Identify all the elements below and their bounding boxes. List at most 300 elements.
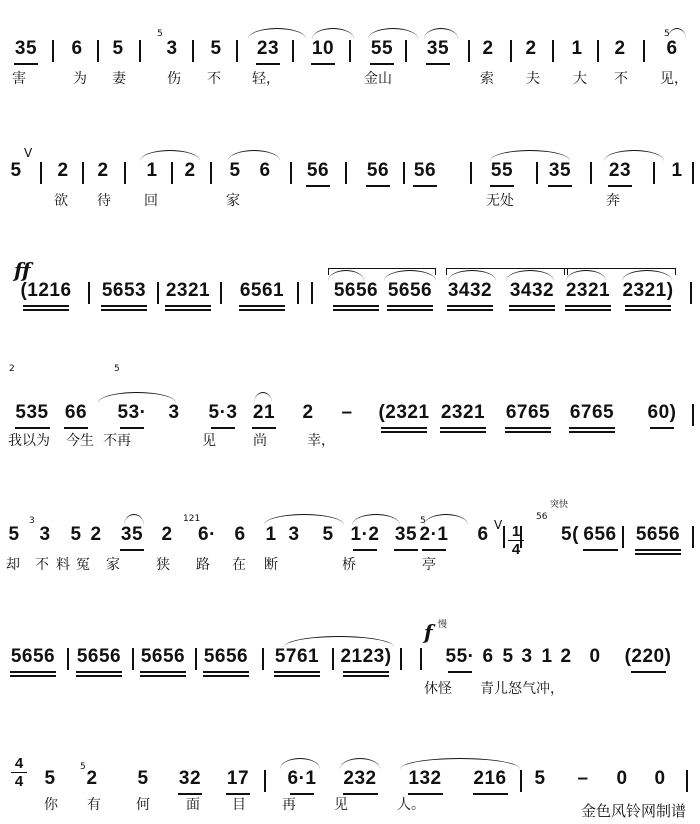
bar-line [400, 648, 402, 670]
time-signature-1-4: 1 4 [508, 524, 524, 557]
lyric: 欲 [54, 193, 68, 209]
bar-line [510, 40, 512, 62]
beam-line [15, 427, 50, 429]
lyric: 人。 [397, 797, 425, 813]
note: 3 [288, 524, 300, 545]
note: 1 [541, 646, 553, 667]
note: 5656 [635, 524, 681, 545]
beam-line [274, 675, 320, 677]
lyric: 亭 [422, 557, 436, 573]
slur-arc [264, 514, 344, 525]
bar-line [686, 770, 688, 792]
lyric: 桥 [342, 557, 356, 573]
slur-arc [284, 636, 394, 647]
beam-line [650, 427, 674, 429]
lyric: 却 [6, 557, 20, 573]
note: 5656 [10, 646, 56, 667]
note: 6·1 [287, 768, 317, 789]
bar-line [597, 40, 599, 62]
beam-line [548, 185, 572, 187]
lyric-line [0, 192, 700, 216]
note: 216 [473, 768, 507, 789]
grace-note: 121 [183, 514, 201, 524]
lyric: 见 [202, 433, 216, 449]
note: 132 [408, 768, 442, 789]
note: (1216 [20, 280, 72, 301]
note: 35 [394, 524, 418, 545]
note: 3 [521, 646, 533, 667]
note: 5·3 [208, 402, 238, 423]
note: 5 [137, 768, 149, 789]
grace-note: 5 [114, 364, 120, 374]
bar-line [264, 770, 266, 792]
lyric: 路 [196, 557, 210, 573]
note: 1·2 [350, 524, 380, 545]
beam-line [509, 309, 555, 311]
beam-line [140, 675, 186, 677]
note: 3 [39, 524, 51, 545]
lyric: 何 [136, 797, 150, 813]
bar-line [349, 40, 351, 62]
beam-line [76, 671, 122, 673]
slur-arc [280, 758, 320, 769]
lyric: 家 [106, 557, 120, 573]
note: 6765 [569, 402, 615, 423]
bar-line [420, 648, 422, 670]
beam-line [10, 671, 56, 673]
beam-line [343, 671, 389, 673]
bar-line [311, 282, 313, 304]
beam-line [440, 427, 486, 429]
bar-line [692, 162, 694, 184]
lyric: 奔 [606, 193, 620, 209]
beam-line [226, 793, 250, 795]
beam-line [333, 305, 379, 307]
note: 6 [259, 160, 271, 181]
bar-line [653, 162, 655, 184]
note: 5 [210, 38, 222, 59]
note: 3432 [447, 280, 493, 301]
beam-line [101, 309, 147, 311]
note: 2321 [440, 402, 486, 423]
beam-line [14, 63, 38, 65]
lyric: 害 [12, 71, 26, 87]
note: 21 [252, 402, 276, 423]
beam-line [447, 305, 493, 307]
group-bracket [446, 268, 568, 275]
bar-line [82, 162, 84, 184]
beam-line [64, 427, 88, 429]
dynamic-f: f [424, 620, 433, 644]
beam-line [635, 549, 681, 551]
breath-mark: V [24, 146, 33, 160]
bar-line [332, 648, 334, 670]
beam-line [140, 671, 186, 673]
slur-arc [312, 28, 354, 39]
beam-line [120, 549, 144, 551]
note: 5 [8, 524, 20, 545]
note: 5 [112, 38, 124, 59]
beam-line [343, 793, 378, 795]
bar-line [503, 526, 505, 548]
beam-line [23, 309, 69, 311]
bar-line [40, 162, 42, 184]
beam-line [625, 305, 671, 307]
beam-line [101, 305, 147, 307]
lyric: 回 [144, 193, 158, 209]
note: 1 [146, 160, 158, 181]
note: 2 [482, 38, 494, 59]
note: 2 [161, 524, 173, 545]
note: 55 [370, 38, 394, 59]
lyric: 你 [44, 797, 58, 813]
dynamic-ff: ff [14, 258, 31, 282]
bar-line [236, 40, 238, 62]
beam-line [366, 185, 390, 187]
bar-line [536, 162, 538, 184]
beam-line [413, 185, 437, 187]
slur-arc [604, 150, 664, 161]
slur-arc [490, 150, 570, 161]
note: 0 [616, 768, 628, 789]
slur-arc [228, 150, 280, 161]
beam-line [583, 549, 618, 551]
note: 6 [482, 646, 494, 667]
beam-line [343, 675, 389, 677]
grace-note: 5 [157, 29, 163, 39]
note: 232 [343, 768, 377, 789]
lyric: 不 [207, 71, 221, 87]
note: 6 [666, 38, 678, 59]
lyric: 狭 [156, 557, 170, 573]
note: 5( [561, 524, 579, 545]
tempo-fast: 突快 [550, 500, 569, 510]
bar-line [590, 162, 592, 184]
beam-line [426, 63, 450, 65]
lyric: 今生 [66, 433, 94, 449]
beam-line [256, 63, 280, 65]
slur-arc [368, 28, 418, 39]
note: 5656 [387, 280, 433, 301]
beam-line [387, 309, 433, 311]
grace-note: 56 [536, 512, 548, 522]
beam-line [203, 671, 249, 673]
slur-arc [98, 392, 176, 403]
lyric: 金山 [364, 71, 392, 87]
beam-line [565, 305, 611, 307]
note: (220) [624, 646, 672, 667]
lyric: 见， [660, 71, 688, 87]
bar-line [692, 404, 694, 426]
time-signature-4-4: 4 4 [11, 756, 27, 789]
note: 60) [647, 402, 677, 423]
slur-arc [140, 150, 200, 161]
note: 2 [525, 38, 537, 59]
slur-arc [400, 758, 520, 769]
bar-line [622, 526, 624, 548]
note: 2 [57, 160, 69, 181]
beam-line [353, 549, 377, 551]
bar-line [470, 162, 472, 184]
grace-note: 5 [420, 516, 426, 526]
note: 5 [534, 768, 546, 789]
note: 2 [97, 160, 109, 181]
lyric: 断 [264, 557, 278, 573]
note: 55 [490, 160, 514, 181]
beam-line [178, 793, 202, 795]
note: 6561 [239, 280, 285, 301]
note: 53· [117, 402, 147, 423]
bar-line [157, 282, 159, 304]
lyric: 不 [35, 557, 49, 573]
bar-line [297, 282, 299, 304]
note: 2321) [622, 280, 674, 301]
note: 6· [198, 524, 216, 545]
note: 5656 [203, 646, 249, 667]
bar-line [690, 282, 692, 304]
beam-line [565, 309, 611, 311]
note: 10 [311, 38, 335, 59]
lyric-line [0, 556, 700, 580]
lyric: 有 [87, 797, 101, 813]
bar-line [195, 648, 197, 670]
bar-line [171, 162, 173, 184]
note: 2·1 [419, 524, 449, 545]
bar-line [124, 162, 126, 184]
beam-line [505, 427, 551, 429]
bar-line [132, 648, 134, 670]
note: 6 [477, 524, 489, 545]
lyric: 不再 [103, 433, 131, 449]
note: 5761 [274, 646, 320, 667]
beam-line [394, 549, 418, 551]
beam-line [408, 793, 443, 795]
bar-line [210, 162, 212, 184]
note: 6 [71, 38, 83, 59]
breath-mark: V [494, 518, 503, 532]
slur-arc [254, 392, 272, 403]
lyric: 料 [56, 557, 70, 573]
note: 2321 [565, 280, 611, 301]
beam-line [239, 305, 285, 307]
lyric: 再 [282, 797, 296, 813]
lyric: 目 [232, 797, 246, 813]
beam-line [422, 549, 446, 551]
note: 32 [178, 768, 202, 789]
bar-line [139, 40, 141, 62]
note: 35 [426, 38, 450, 59]
note: 2 [302, 402, 314, 423]
beam-line [165, 309, 211, 311]
bar-line [643, 40, 645, 62]
note: 35 [14, 38, 38, 59]
grace-note: 3 [29, 516, 35, 526]
bar-line [405, 40, 407, 62]
note: 17 [226, 768, 250, 789]
lyric: 在 [232, 557, 246, 573]
beam-line [473, 793, 508, 795]
beam-line [608, 185, 632, 187]
bar-line [97, 40, 99, 62]
note: 1 [571, 38, 583, 59]
lyric-line [0, 680, 700, 704]
lyric: 幸， [307, 433, 335, 449]
grace-note: 2 [9, 364, 15, 374]
beam-line [569, 427, 615, 429]
note: – [577, 768, 589, 789]
note: 23 [608, 160, 632, 181]
group-bracket [564, 268, 676, 275]
beam-line [239, 309, 285, 311]
bar-line [692, 526, 694, 548]
note: 5 [502, 646, 514, 667]
lyric: 无处 [486, 193, 514, 209]
note: 56 [413, 160, 437, 181]
lyric: 面 [186, 797, 200, 813]
lyric: 尚 [253, 433, 267, 449]
note: 5 [322, 524, 334, 545]
bar-line [262, 648, 264, 670]
bar-line [220, 282, 222, 304]
beam-line [490, 185, 514, 187]
bar-line [67, 648, 69, 670]
note: 6 [234, 524, 246, 545]
slur-arc [340, 758, 380, 769]
beam-line [120, 427, 144, 429]
note: 5 [70, 524, 82, 545]
beam-line [631, 671, 666, 673]
beam-line [23, 305, 69, 307]
beam-line [635, 553, 681, 555]
beam-line [447, 309, 493, 311]
lyric: 夫 [526, 71, 540, 87]
lyric: 轻， [252, 71, 280, 87]
note: 0 [654, 768, 666, 789]
note: 2 [614, 38, 626, 59]
note: 5 [229, 160, 241, 181]
beam-line [290, 793, 314, 795]
lyric-line [0, 432, 700, 456]
bar-line [403, 162, 405, 184]
note: 55· [445, 646, 475, 667]
note: 1 [265, 524, 277, 545]
lyric: 索 [480, 71, 494, 87]
bar-line [520, 770, 522, 792]
note: 6765 [505, 402, 551, 423]
lyric-line [0, 70, 700, 94]
note: 66 [64, 402, 88, 423]
note: 23 [256, 38, 280, 59]
beam-line [448, 671, 472, 673]
bar-line [290, 162, 292, 184]
note: 35 [120, 524, 144, 545]
note: 56 [366, 160, 390, 181]
note: 656 [583, 524, 617, 545]
slur-arc [248, 28, 306, 39]
note: 2 [184, 160, 196, 181]
slur-arc [668, 28, 686, 39]
note: 56 [306, 160, 330, 181]
beam-line [211, 427, 235, 429]
note: 2 [86, 768, 98, 789]
lyric: 见 [334, 797, 348, 813]
beam-line [625, 309, 671, 311]
lyric: 休怪 [424, 681, 452, 697]
bar-line [552, 40, 554, 62]
lyric: 待 [97, 193, 111, 209]
slur-arc [124, 514, 144, 525]
note: 35 [548, 160, 572, 181]
beam-line [333, 309, 379, 311]
beam-line [509, 305, 555, 307]
note: 1 [671, 160, 683, 181]
beam-line [370, 63, 394, 65]
lyric: 不 [614, 71, 628, 87]
note: – [341, 402, 353, 423]
note: 2321 [165, 280, 211, 301]
bar-line [345, 162, 347, 184]
note: 5653 [101, 280, 147, 301]
group-bracket [328, 268, 436, 275]
grace-note: 5 [80, 762, 86, 772]
bar-line [192, 40, 194, 62]
beam-line [203, 675, 249, 677]
note: 2 [90, 524, 102, 545]
note: 0 [589, 646, 601, 667]
beam-line [311, 63, 335, 65]
grace-note: 5 [664, 29, 670, 39]
lyric: 为 [73, 71, 87, 87]
beam-line [387, 305, 433, 307]
bar-line [52, 40, 54, 62]
notation-line [0, 280, 700, 320]
lyric: 冤 [76, 557, 90, 573]
beam-line [274, 671, 320, 673]
note: 5 [44, 768, 56, 789]
lyric: 伤 [167, 71, 181, 87]
beam-line [10, 675, 56, 677]
lyric: 青儿怒气冲， [480, 681, 564, 697]
tempo-slow: 慢 [438, 620, 448, 630]
note: (2321 [378, 402, 430, 423]
bar-line [88, 282, 90, 304]
bar-line [292, 40, 294, 62]
note: 3 [166, 38, 178, 59]
slur-arc [352, 514, 400, 525]
lyric: 家 [226, 193, 240, 209]
beam-line [165, 305, 211, 307]
lyric: 我以为 [8, 433, 50, 449]
note: 3432 [509, 280, 555, 301]
lyric: 妻 [112, 71, 126, 87]
slur-arc [424, 514, 468, 525]
beam-line [252, 427, 276, 429]
lyric: 大 [573, 71, 587, 87]
beam-line [76, 675, 122, 677]
note: 2123) [340, 646, 392, 667]
note: 535 [15, 402, 49, 423]
beam-line [306, 185, 330, 187]
credit-text: 金色风铃网制谱 [580, 802, 686, 820]
note: 5656 [333, 280, 379, 301]
slur-arc [424, 28, 458, 39]
beam-line [381, 427, 427, 429]
note: 2 [560, 646, 572, 667]
note: 5656 [76, 646, 122, 667]
note: 3 [168, 402, 180, 423]
bar-line [468, 40, 470, 62]
note: 5 [10, 160, 22, 181]
